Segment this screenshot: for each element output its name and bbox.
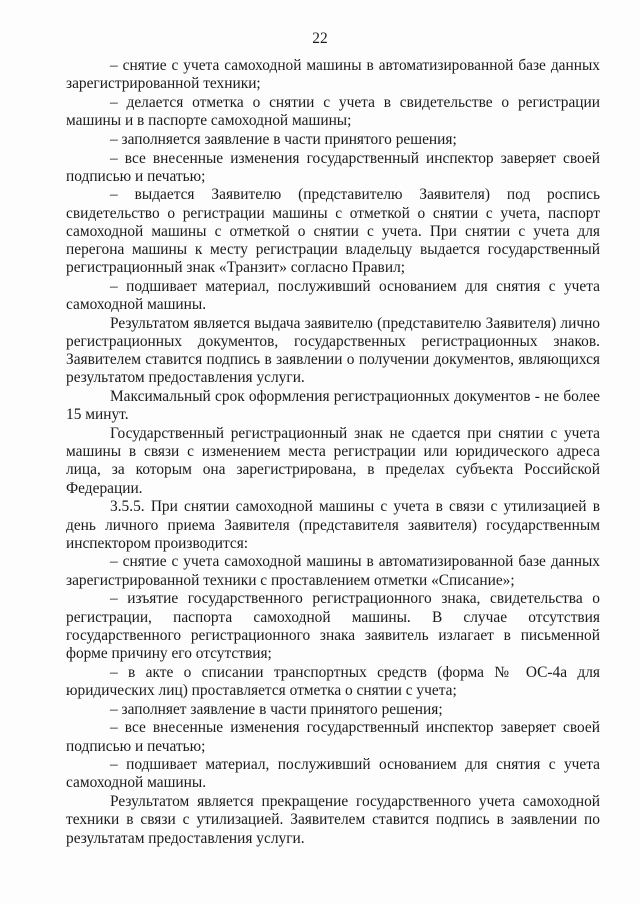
paragraph-4: – все внесенные изменения государственный инспектор заверяет своей подписью и печатью; xyxy=(66,149,600,185)
paragraph-6: – подшивает материал, послуживший основанием для снятия с учета самоходной машины. xyxy=(66,277,600,314)
paragraph-17: Результатом является прекращение государственного учета самоходной техники в связи с утилизацией. Заявителем ставится подпись в заявлении по результатам предоставления услуги. xyxy=(66,793,600,847)
paragraph-11: – снятие с учета самоходной машины в автоматизированной базе данных зарегистрированной техники с проставлением отметки «Списание»; xyxy=(66,553,600,589)
paragraph-13: – в акте о списании транспортных средств (форма № ОС-4а для юридических лиц) проставляется отметка о снятии с учета; xyxy=(66,663,600,699)
paragraph-8: Максимальный срок оформления регистрационных документов - не более 15 минут. xyxy=(66,388,600,424)
paragraph-16: – подшивает материал, послуживший основанием для снятия с учета самоходной машины. xyxy=(66,756,600,792)
paragraph-3: – заполняется заявление в части принятого решения; xyxy=(110,130,457,148)
paragraph-12: – изъятие государственного регистрационного знака, свидетельства о регистрации, паспорта самоходной машины. В случае отсутствия государственного регистрационного знака заявитель излагает в письменной форме причину его отсутствия; xyxy=(66,590,600,662)
paragraph-5: – выдается Заявителю (представителю Заявителя) под роспись свидетельство о регистрации машины с отметкой о снятии с учета, паспорт самоходной машины с отметкой о снятии с учета. При снятии с учета для перегона машины к месту регистрации владельцу выдается государственный регистрационный знак «Транзит» согласно Правил; xyxy=(66,186,600,277)
page-number: 22 xyxy=(312,30,328,47)
paragraph-9: Государственный регистрационный знак не сдается при снятии с учета машины в связи с изменением места регистрации или юридического адреса лица, за которым она зарегистрирована, в пределах субъекта Российской Федерации. xyxy=(66,425,600,497)
paragraph-2: – делается отметка о снятии с учета в свидетельстве о регистрации машины и в паспорте самоходной машины; xyxy=(66,93,600,130)
paragraph-14: – заполняет заявление в части принятого решения; xyxy=(110,700,443,718)
paragraph-15: – все внесенные изменения государственный инспектор заверяет своей подписью и печатью; xyxy=(66,719,600,755)
paragraph-1: – снятие с учета самоходной машины в автоматизированной базе данных зарегистрированной техники; xyxy=(66,57,600,93)
paragraph-7: Результатом является выдача заявителю (представителю Заявителя) лично регистрационных документов, государственных регистрационных знаков. Заявителем ставится подпись в заявлении о получении документов, являющихся результатом предоставления услуги. xyxy=(66,314,600,387)
document-body xyxy=(66,57,600,848)
paragraph-10: 3.5.5. При снятии самоходной машины с учета в связи с утилизацией в день личного приема Заявителя (представителя заявителя) государственным инспектором производится: xyxy=(66,498,600,552)
